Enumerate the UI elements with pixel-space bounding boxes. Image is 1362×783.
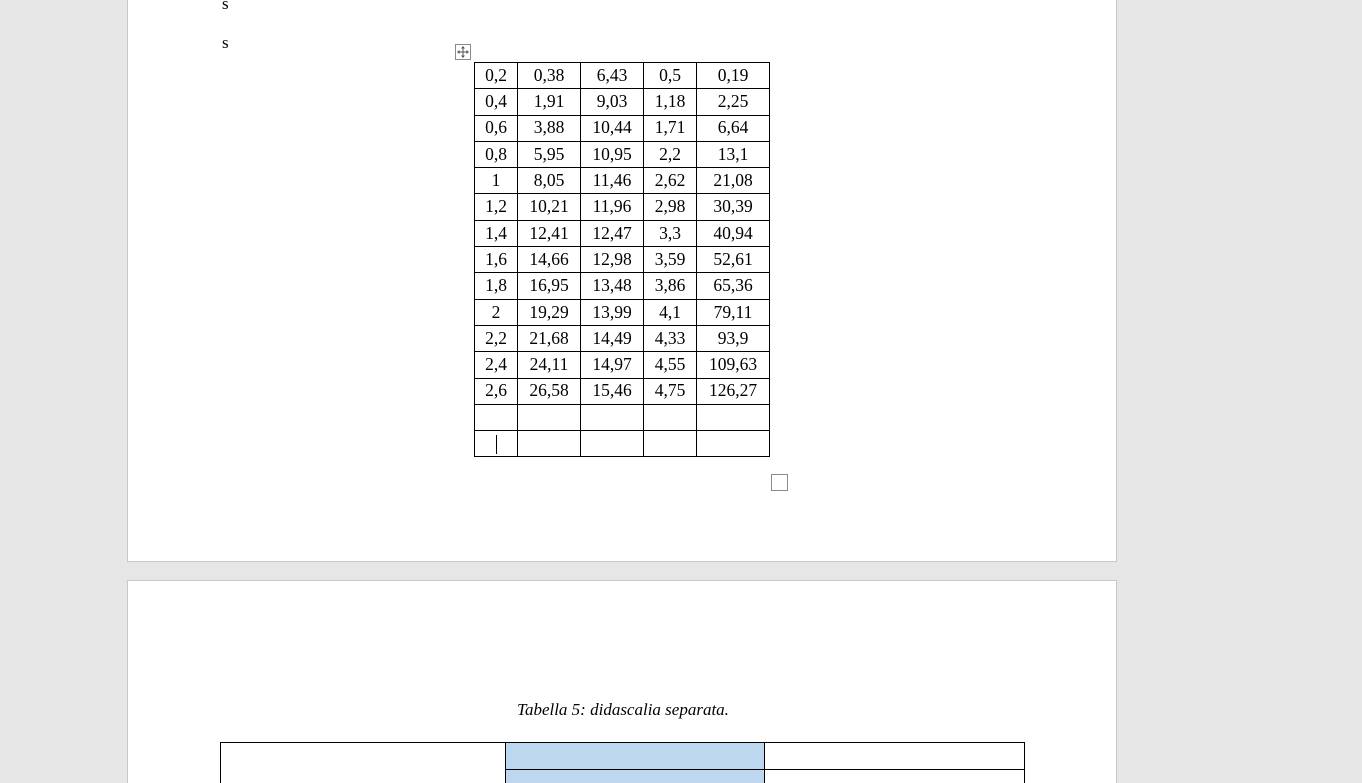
table-cell[interactable]: 21,08 xyxy=(697,168,770,194)
table-row xyxy=(475,325,770,351)
table-cell[interactable]: 2,98 xyxy=(644,194,697,220)
table-caption[interactable]: Tabella 5: didascalia separata. xyxy=(517,700,729,719)
table-cell[interactable]: 2,25 xyxy=(697,89,770,115)
table-move-handle[interactable] xyxy=(455,44,471,60)
table-row xyxy=(475,141,770,167)
table-cell[interactable]: 19,29 xyxy=(518,299,581,325)
table-resize-handle[interactable] xyxy=(771,474,788,491)
table-cell[interactable]: 0,2 xyxy=(475,63,518,89)
table-cell[interactable]: 11,96 xyxy=(581,194,644,220)
table-cell[interactable]: 4,55 xyxy=(644,352,697,378)
table-cell[interactable]: 3,3 xyxy=(644,220,697,246)
table-cell[interactable] xyxy=(581,404,644,430)
table-row xyxy=(475,352,770,378)
table-cell[interactable]: 10,44 xyxy=(581,115,644,141)
table-cell[interactable]: 2 xyxy=(475,299,518,325)
table-cell[interactable]: 1 xyxy=(475,168,518,194)
table-cell[interactable]: 3,86 xyxy=(644,273,697,299)
table-cell[interactable]: 9,03 xyxy=(581,89,644,115)
table-cell[interactable] xyxy=(518,431,581,457)
table-cell[interactable]: 13,1 xyxy=(697,141,770,167)
table-row xyxy=(475,247,770,273)
table-row xyxy=(475,168,770,194)
text-cursor xyxy=(496,435,497,454)
table-cell[interactable]: 2,2 xyxy=(644,141,697,167)
table-cell[interactable]: 4,33 xyxy=(644,325,697,351)
table-cell[interactable]: 13,99 xyxy=(581,299,644,325)
table-cell[interactable]: 109,63 xyxy=(697,352,770,378)
table-cell[interactable]: 24,11 xyxy=(518,352,581,378)
table-cell[interactable]: 2,6 xyxy=(475,378,518,404)
data-table[interactable] xyxy=(474,62,770,457)
table-row xyxy=(475,220,770,246)
table-cell[interactable]: 6,64 xyxy=(697,115,770,141)
table-cell[interactable] xyxy=(697,404,770,430)
table-cell[interactable]: 2,62 xyxy=(644,168,697,194)
document-page-1[interactable] xyxy=(127,0,1117,562)
table-cell[interactable]: 2,2 xyxy=(475,325,518,351)
table-row xyxy=(475,115,770,141)
table-cell[interactable] xyxy=(475,404,518,430)
table-cell[interactable]: 14,66 xyxy=(518,247,581,273)
table-cell[interactable]: 26,58 xyxy=(518,378,581,404)
table-cell[interactable]: 1,91 xyxy=(518,89,581,115)
table-cell[interactable]: 13,48 xyxy=(581,273,644,299)
table-cell[interactable]: 1,4 xyxy=(475,220,518,246)
table-cell[interactable] xyxy=(644,431,697,457)
table-cell[interactable] xyxy=(518,404,581,430)
table-cell[interactable]: 5,95 xyxy=(518,141,581,167)
table-cell[interactable]: 0,38 xyxy=(518,63,581,89)
table-cell-shaded[interactable] xyxy=(506,770,765,783)
table-cell[interactable]: 0,4 xyxy=(475,89,518,115)
table-cell[interactable]: 93,9 xyxy=(697,325,770,351)
table-cell[interactable]: 21,68 xyxy=(518,325,581,351)
table-cell[interactable]: 1,8 xyxy=(475,273,518,299)
table-row xyxy=(475,63,770,89)
table-cell[interactable]: 15,46 xyxy=(581,378,644,404)
table-cell[interactable] xyxy=(221,743,506,783)
table-cell[interactable] xyxy=(697,431,770,457)
table-cell[interactable]: 126,27 xyxy=(697,378,770,404)
table-cell[interactable]: 12,98 xyxy=(581,247,644,273)
table-cell[interactable] xyxy=(581,431,644,457)
table-cell[interactable]: 8,05 xyxy=(518,168,581,194)
table-row xyxy=(475,194,770,220)
table-cell[interactable]: 4,75 xyxy=(644,378,697,404)
table-cell[interactable]: 10,95 xyxy=(581,141,644,167)
table-cell[interactable]: 52,61 xyxy=(697,247,770,273)
table-cell[interactable]: 0,19 xyxy=(697,63,770,89)
table-cell[interactable]: 14,49 xyxy=(581,325,644,351)
table-cell[interactable]: 1,6 xyxy=(475,247,518,273)
table-cell[interactable]: 10,21 xyxy=(518,194,581,220)
table-cell[interactable]: 0,8 xyxy=(475,141,518,167)
table-cell[interactable] xyxy=(765,743,1025,770)
table-cell[interactable] xyxy=(644,404,697,430)
table-cell[interactable]: 12,47 xyxy=(581,220,644,246)
table-cell[interactable]: 12,41 xyxy=(518,220,581,246)
table-cell-shaded[interactable] xyxy=(506,743,765,770)
table-cell[interactable]: 30,39 xyxy=(697,194,770,220)
table-cell[interactable]: 16,95 xyxy=(518,273,581,299)
table-cell[interactable]: 40,94 xyxy=(697,220,770,246)
table-row xyxy=(475,431,770,457)
paragraph-text[interactable]: s xyxy=(222,33,229,52)
table-row xyxy=(475,89,770,115)
table-cell[interactable]: 1,18 xyxy=(644,89,697,115)
document-page-2[interactable] xyxy=(127,580,1117,783)
table-cell[interactable]: 79,11 xyxy=(697,299,770,325)
table-row xyxy=(475,378,770,404)
table-cell[interactable]: 3,88 xyxy=(518,115,581,141)
table-row xyxy=(475,404,770,430)
table-cell[interactable]: 1,2 xyxy=(475,194,518,220)
table-cell[interactable]: 0,5 xyxy=(644,63,697,89)
table-row xyxy=(475,299,770,325)
table-cell[interactable] xyxy=(475,431,518,457)
table-cell[interactable]: 6,43 xyxy=(581,63,644,89)
table-cell[interactable]: 14,97 xyxy=(581,352,644,378)
table-cell[interactable]: 3,59 xyxy=(644,247,697,273)
table-row xyxy=(475,273,770,299)
table-row xyxy=(221,743,1025,770)
table-cell[interactable] xyxy=(765,770,1025,783)
paragraph-text[interactable]: s xyxy=(222,0,229,13)
table-cell[interactable]: 65,36 xyxy=(697,273,770,299)
table-cell[interactable]: 0,6 xyxy=(475,115,518,141)
table-5[interactable] xyxy=(220,742,1025,783)
table-cell[interactable]: 1,71 xyxy=(644,115,697,141)
table-cell[interactable]: 2,4 xyxy=(475,352,518,378)
table-cell[interactable]: 4,1 xyxy=(644,299,697,325)
move-arrows-icon xyxy=(457,46,469,58)
table-cell[interactable]: 11,46 xyxy=(581,168,644,194)
